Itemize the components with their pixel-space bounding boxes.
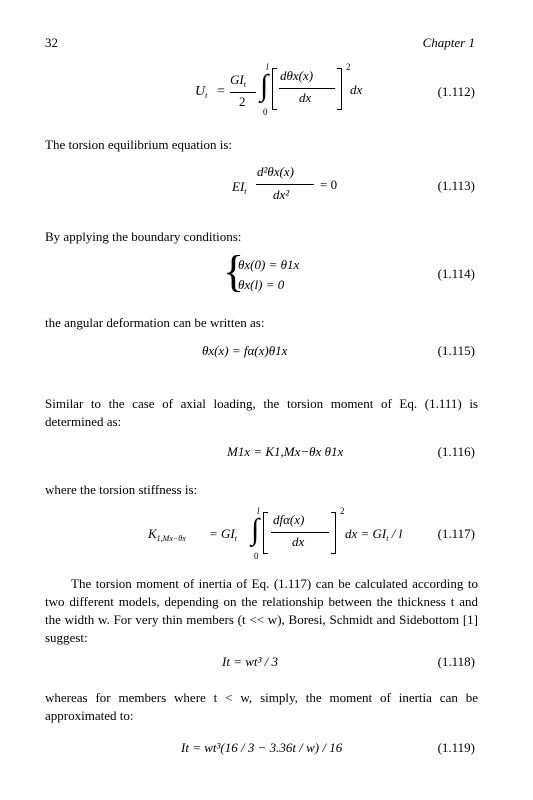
eq117-inner-den: dx [292, 534, 305, 549]
eq117-number: (1.117) [437, 526, 475, 541]
eq112-int-upper: l [266, 62, 269, 72]
eq114-line2: θx(l) = 0 [238, 277, 285, 292]
eq112-frac-den: 2 [239, 94, 246, 109]
eq112-equals: = [217, 84, 225, 99]
eq112-int-lower: 0 [263, 107, 268, 117]
eq112-power: 2 [346, 62, 351, 72]
eq118-text: It = wt³ / 3 [222, 654, 279, 669]
eq112-frac-num [230, 72, 246, 89]
eq115-text: θx(x) = fα(x)θ1x [202, 343, 288, 358]
eq119-text: It = wt³(16 / 3 − 3.36t / w) / 16 [181, 740, 343, 755]
equation-1-117 [45, 504, 475, 568]
eq114-brace-icon: { [223, 247, 245, 296]
eq112-right-bracket [337, 68, 342, 110]
eq117-inner-num: dfα(x) [273, 512, 305, 527]
eq117-eq1-sub: t [234, 534, 237, 543]
paragraph-7: whereas for members where t < w, simply, the moment of inertia can be approximated to: [45, 690, 478, 723]
eq117-eq1 [209, 526, 237, 543]
eq114-number: (1.114) [437, 266, 475, 281]
eq112-inner-num: dθx(x) [280, 68, 314, 83]
eq116-text: M1x = K1,Mx−θx θ1x [227, 444, 344, 459]
chapter-title: Chapter 1 [422, 35, 475, 50]
eq117-right-bracket [331, 512, 336, 554]
eq113-den: dx² [273, 187, 290, 202]
eq112-frac-bar [230, 92, 256, 93]
eq112-lhs-sub: t [205, 91, 208, 100]
eq117-lhs [148, 526, 186, 543]
eq114-line1: θx(0) = θ1x [238, 257, 300, 272]
eq112-lhs [195, 84, 207, 100]
eq112-inner-bar [279, 88, 335, 89]
equation-1-116 [45, 444, 475, 464]
eq113-coef-symbol: EI [232, 179, 245, 194]
eq117-eq1-text: = GI [209, 526, 235, 541]
eq118-number: (1.118) [437, 654, 475, 669]
eq113-rhs: = 0 [320, 177, 338, 192]
page-header [45, 35, 475, 53]
eq117-tail [345, 526, 402, 543]
eq112-frac-num-sub: t [243, 80, 246, 89]
eq117-tail-end: / l [391, 526, 403, 541]
eq113-bar [256, 184, 314, 185]
equation-1-118 [45, 654, 475, 674]
eq117-lhs-symbol: K [148, 526, 157, 541]
eq117-inner-bar [271, 532, 329, 533]
eq117-tail-sub: t [386, 534, 389, 543]
eq112-frac-num-symbol: GI [230, 72, 244, 87]
eq115-number: (1.115) [437, 343, 475, 358]
page-number: 32 [45, 35, 58, 50]
equation-1-112 [45, 60, 475, 126]
eq117-int-upper: l [257, 506, 260, 516]
equation-1-115 [45, 343, 475, 363]
eq117-tail-text: dx = GI [345, 526, 387, 541]
eq117-integral-icon: ∫ [251, 513, 260, 546]
eq112-left-bracket [272, 68, 277, 110]
eq117-left-bracket [263, 512, 268, 554]
eq117-int-lower: 0 [254, 551, 259, 561]
equation-1-119 [45, 740, 475, 760]
paragraph-2: By applying the boundary conditions: [45, 229, 242, 244]
paragraph-5: where the torsion stiffness is: [45, 482, 198, 497]
paragraph-4: Similar to the case of axial loading, the torsion moment of Eq. (1.111) is determined as: [45, 396, 478, 429]
eq113-num: d²θx(x) [257, 164, 294, 179]
paragraph-1: The torsion equilibrium equation is: [45, 137, 233, 152]
equation-1-113 [45, 160, 475, 210]
eq117-lhs-sub: 1,Mx−θx [156, 534, 186, 543]
eq112-lhs-symbol: U [195, 84, 206, 99]
eq113-coef-sub: t [244, 187, 247, 196]
eq117-power: 2 [340, 506, 345, 516]
paragraph-6: The torsion moment of inertia of Eq. (1.117) can be calculated according to two different models, depending on the relationship between the thickness t and the width w. For very thin members (t << w), Boresi, Schmidt and Sidebottom [1] suggest: [45, 576, 478, 645]
eq113-number: (1.113) [437, 178, 475, 193]
eq116-number: (1.116) [437, 444, 475, 459]
eq119-number: (1.119) [437, 740, 475, 755]
eq113-coef [232, 179, 247, 196]
eq112-integral-icon: ∫ [260, 69, 269, 102]
eq112-tail: dx [350, 82, 363, 97]
paragraph-3: the angular deformation can be written as: [45, 315, 265, 330]
eq112-number: (1.112) [437, 84, 475, 99]
eq112-inner-den: dx [299, 90, 312, 105]
equation-1-114 [45, 247, 475, 299]
